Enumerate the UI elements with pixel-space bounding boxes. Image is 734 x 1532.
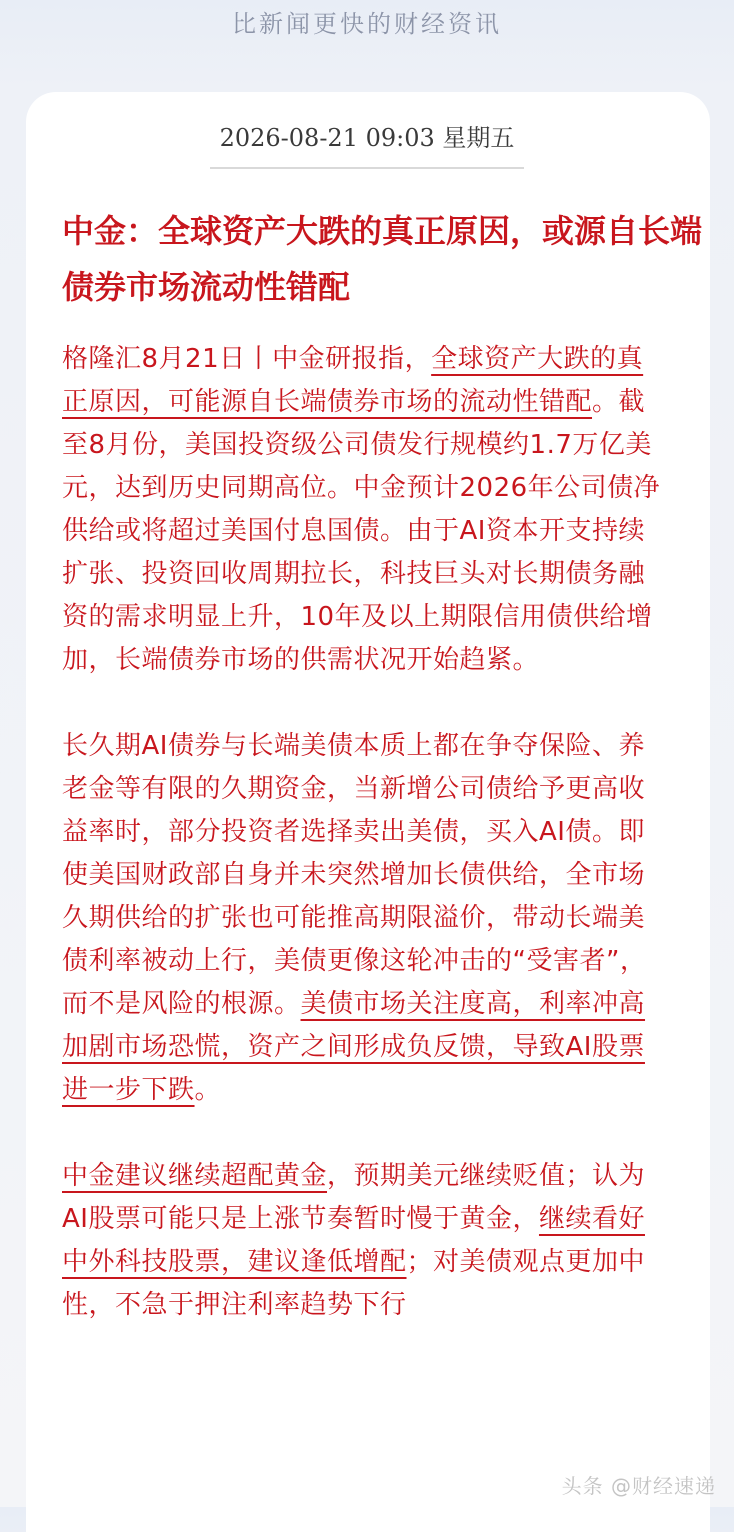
datetime-divider: [210, 167, 524, 169]
paragraph-2-body: 长久期AI债券与长端美债本质上都在争夺保险、养老金等有限的久期资金，当新增公司债给予更高收益率时，部分投资者选择卖出美债，买入AI债。即使美国财政部自身并未突然增加长债供给，全市场久期供给的扩张也可能推高期限溢价，带动长端美债利率被动上行，美债更像这轮冲击的“受害者”，而不是风险的根源。: [62, 731, 647, 1019]
article-paragraph-1: [62, 338, 664, 682]
paragraph-2-end: 。: [194, 1075, 222, 1105]
paragraph-1-lead: 格隆汇8月21日丨中金研报指，: [62, 344, 432, 374]
paragraph-3-highlight-2: 继续看好中外科技股票，建议逢低增配: [62, 1204, 645, 1277]
article-title: 中金：全球资产大跌的真正原因，或源自长端债券市场流动性错配: [62, 212, 703, 306]
article-body: [62, 338, 664, 1370]
article-paragraph-2: [62, 725, 664, 1112]
header-tagline: 比新闻更快的财经资讯: [232, 10, 502, 38]
paragraph-2-highlight: 美债市场关注度高，利率冲高加剧市场恐慌，资产之间形成负反馈，导致AI股票进一步下跌: [62, 989, 646, 1105]
article-datetime: 2026-08-21 09:03 星期五: [219, 124, 515, 152]
paragraph-3-highlight-1: 中金建议继续超配黄金: [62, 1161, 328, 1191]
article-paragraph-3: [62, 1155, 664, 1327]
paragraph-3-body-2: ；对美债观点更加中性，不急于押注利率趋势下行: [62, 1247, 646, 1320]
watermark: 头条 @财经速递: [561, 1474, 716, 1498]
paragraph-3-body-1: ，预期美元继续贬值；认为AI股票可能只是上涨节奏暂时慢于黄金，: [62, 1161, 646, 1234]
paragraph-1-body: 。截至8月份，美国投资级公司债发行规模约1.7万亿美元，达到历史同期高位。中金预计2026年公司债净供给或将超过美国付息国债。由于AI资本开支持续扩张、投资回收周期拉长，科技巨头对长期债务融资的需求明显上升，10年及以上期限信用债供给增加，长端债券市场的供需状况开始趋紧。: [62, 387, 661, 675]
paragraph-1-highlight: 全球资产大跌的真正原因，可能源自长端债券市场的流动性错配: [62, 344, 644, 417]
